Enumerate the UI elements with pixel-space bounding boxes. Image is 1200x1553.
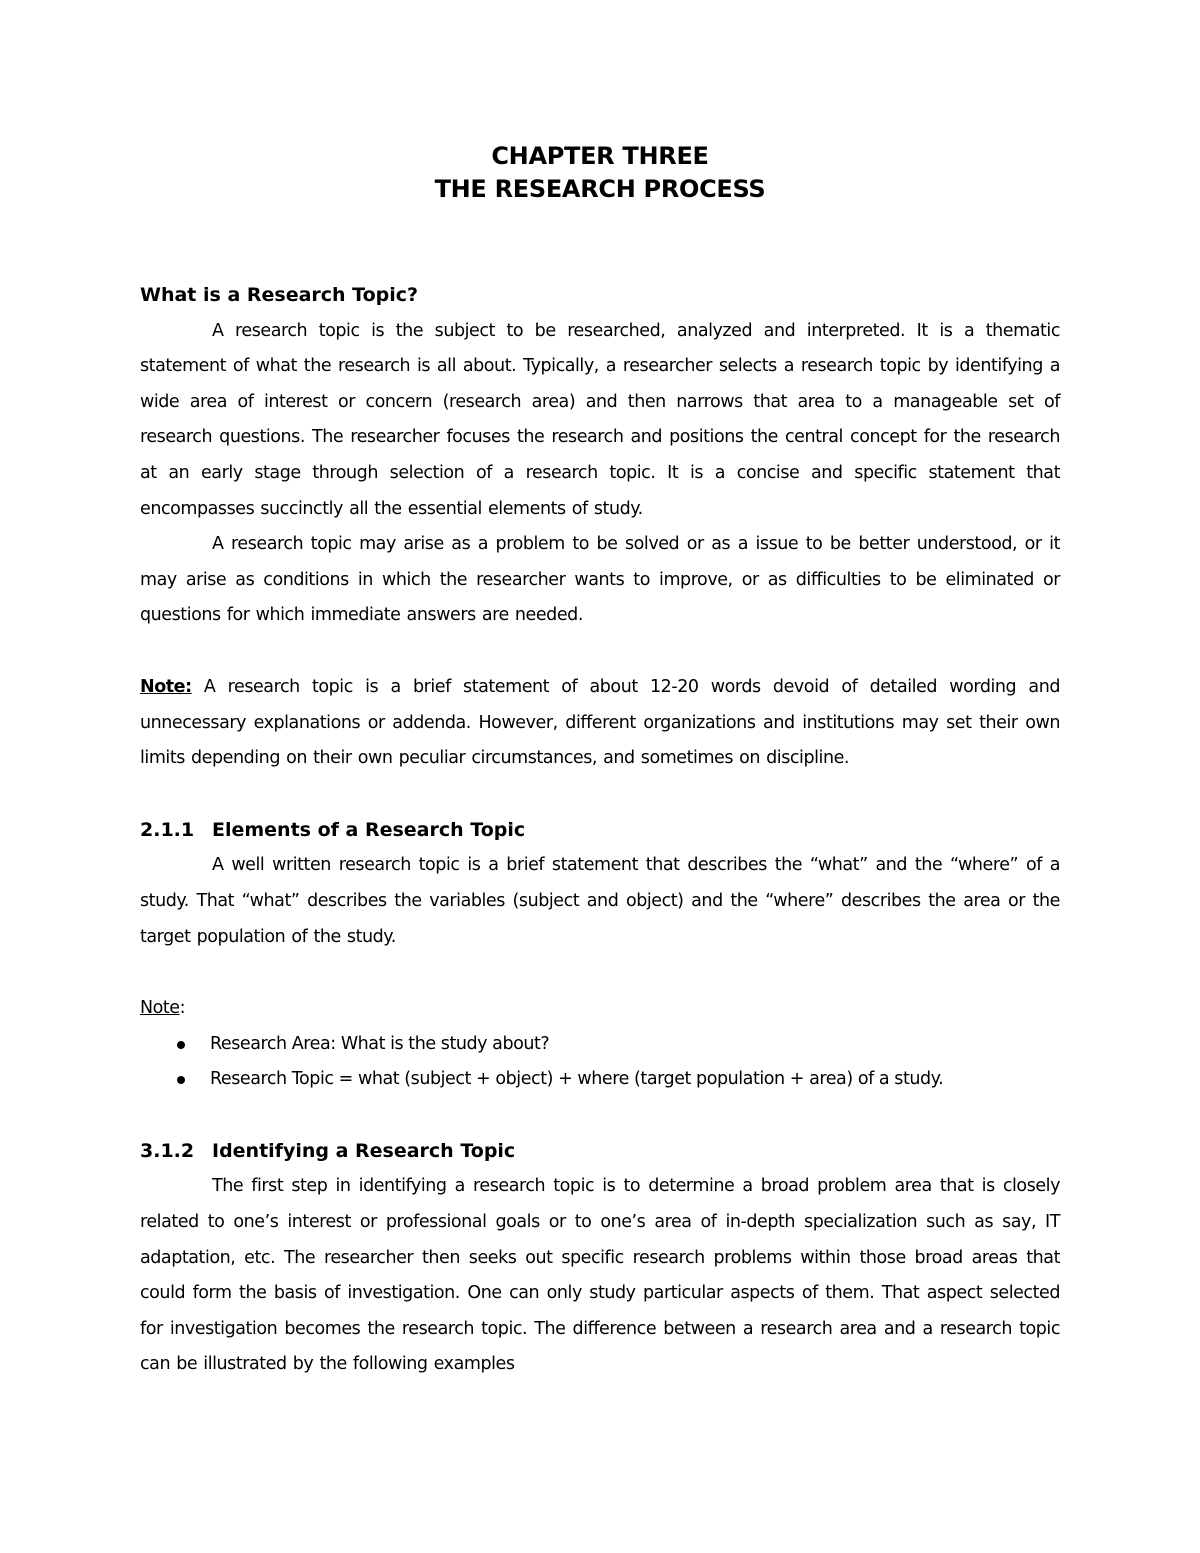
chapter-title-line2: THE RESEARCH PROCESS	[434, 175, 766, 203]
section-number: 3.1.2	[140, 1139, 195, 1162]
paragraph-identifying: The first step in identifying a research topic is to determine a broad problem area that is closely related to one’s interest or professional goals or to one’s area of in-depth specialization such as say, IT adaptation, etc. The researcher then seeks out specific research problems within those broad areas that could form the basis of investigation. One can only study particular aspects of them. That aspect selected for investigation becomes the research topic. The difference between a research area and a research topic can be illustrated by the following examples	[140, 1176, 1060, 1375]
section-title: Identifying a Research Topic	[212, 1139, 516, 1162]
chapter-title-line1: CHAPTER THREE	[491, 142, 709, 170]
note-text: A research topic is a brief statement of about 12-20 words devoid of detailed wording and unnecessary explanations or addenda. However, different organizations and institutions may set their own limits depending on their own peculiar circumstances, and sometimes on discipline.	[140, 676, 1060, 769]
section-heading-elements	[140, 813, 1060, 849]
list-item-text: Research Topic = what (subject + object) + where (target population + area) of a study.	[210, 1069, 944, 1090]
section-number: 2.1.1	[140, 818, 195, 841]
section-heading-what-is-research-topic: What is a Research Topic?	[140, 284, 419, 306]
note-paragraph-topic-length	[140, 670, 1060, 777]
note-label: Note	[140, 998, 180, 1019]
note-label-line	[140, 991, 1060, 1027]
chapter-title	[140, 140, 1060, 206]
paragraph-research-topic-definition: A research topic is the subject to be researched, analyzed and interpreted. It is a thematic statement of what the research is all about. Typically, a researcher selects a research topic by identifying a wide area of interest or concern (research area) and then narrows that area to a manageable set of research questions. The researcher focuses the research and positions the central concept for the research at an early stage through selection of a research topic. It is a concise and specific statement that encompasses succinctly all the essential elements of study.	[140, 320, 1060, 519]
list-item	[140, 1027, 1060, 1063]
note-colon: :	[179, 998, 186, 1019]
section-title: Elements of a Research Topic	[212, 818, 526, 841]
note-bullet-list	[140, 1027, 1060, 1098]
bullet-icon	[177, 1076, 185, 1084]
section-heading-identifying	[140, 1134, 1060, 1170]
paragraph-research-topic-origin: A research topic may arise as a problem to be solved or as a issue to be better understood, or it may arise as conditions in which the researcher wants to improve, or as difficulties to be eliminated or questions for which immediate answers are needed.	[140, 534, 1060, 626]
document-page	[140, 140, 1060, 1383]
bullet-icon	[177, 1041, 185, 1049]
note-label: Note:	[140, 676, 192, 697]
paragraph-elements: A well written research topic is a brief statement that describes the “what” and the “where” of a study. That “what” describes the variables (subject and object) and the “where” describes the area or the target population of the study.	[140, 855, 1060, 947]
list-item-text: Research Area: What is the study about?	[210, 1033, 550, 1054]
list-item	[140, 1062, 1060, 1098]
